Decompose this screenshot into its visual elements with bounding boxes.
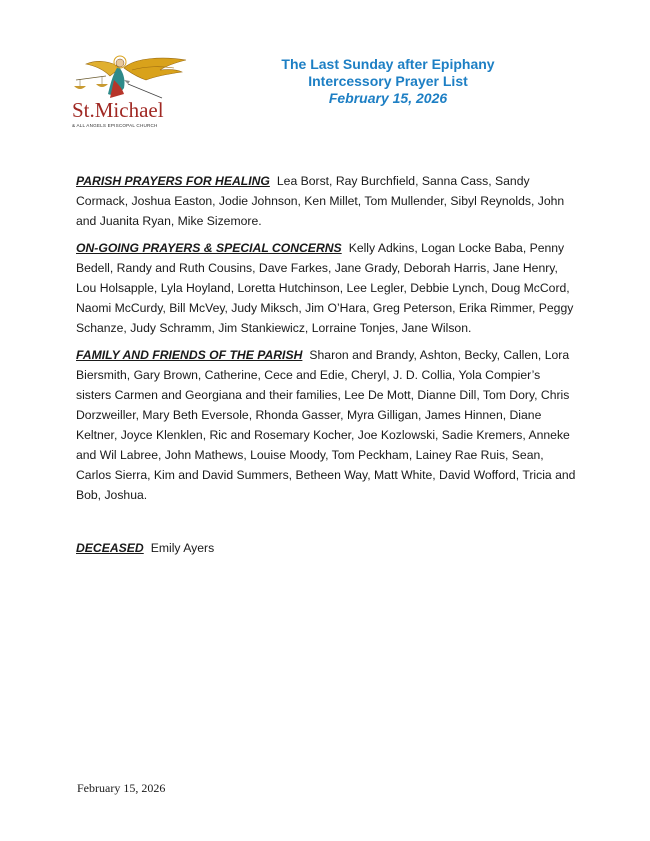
section-family-friends [76,345,576,505]
footer-date: February 15, 2026 [77,781,166,795]
title-line-1: The Last Sunday after Epiphany [281,56,495,72]
section-heading: PARISH PRAYERS FOR HEALING [76,174,270,188]
section-heading: ON-GOING PRAYERS & SPECIAL CONCERNS [76,241,342,255]
angel-icon [62,54,196,102]
section-names: Lea Borst, Ray Burchfield, Sanna Cass, Sandy Cormack, Joshua Easton, Jodie Johnson, Ken Millet, Tom Mullender, Sibyl Reynolds, John and Juanita Ryan, Mike Sizemore. [76,174,565,228]
section-names: Kelly Adkins, Logan Locke Baba, Penny Bedell, Randy and Ruth Cousins, Dave Farkes, Jane Grady, Deborah Harris, Jane Henry, Lou Holsapple, Lyla Hoyland, Loretta Hutchinson, Lee Legler, Debbie Lynch, Doug McCord, Naomi McCurdy, Bill McVey, Judy Miksch, Jim O’Hara, Greg Peterson, Erika Rimmer, Peggy Schanze, Judy Schramm, Jim Stankiewicz, Lorraine Tonjes, Jane Wilson. [76,241,574,335]
section-ongoing [76,238,576,338]
section-heading: DECEASED [76,541,144,555]
section-heading: FAMILY AND FRIENDS OF THE PARISH [76,348,303,362]
prayer-list [76,171,576,565]
title-line-2: Intercessory Prayer List [308,73,468,89]
logo-subtitle: & ALL ANGELS EPISCOPAL CHURCH [72,123,158,128]
section-healing [76,171,576,231]
page-title [238,56,538,107]
logo-name: St.Michael [72,98,164,122]
church-logo [62,54,196,134]
section-names: Emily Ayers [150,541,215,555]
title-date: February 15, 2026 [328,90,448,106]
section-names: Sharon and Brandy, Ashton, Becky, Callen, Lora Biersmith, Gary Brown, Catherine, Cece and Edie, Cheryl, J. D. Collia, Yola Compier’s sisters Carmen and Georgiana and their families, Lee De Mott, Dianne Dill, Tom Dory, Chris Dorzweiller, Mary Beth Eversole, Rhonda Gasser, Myra Gilligan, James Hinnen, Diane Keltner, Joyce Klenklen, Ric and Rosemary Kocher, Joe Kozlowski, Sadie Kremers, Anneke and Wil Labree, John Mathews, Louise Moody, Tom Peckham, Lainey Rae Ruis, Sean, Carlos Sierra, Kim and David Summers, Betheen Way, Matt White, David Wofford, Tricia and Bob, Joshua. [76,348,576,502]
section-deceased [76,538,576,558]
